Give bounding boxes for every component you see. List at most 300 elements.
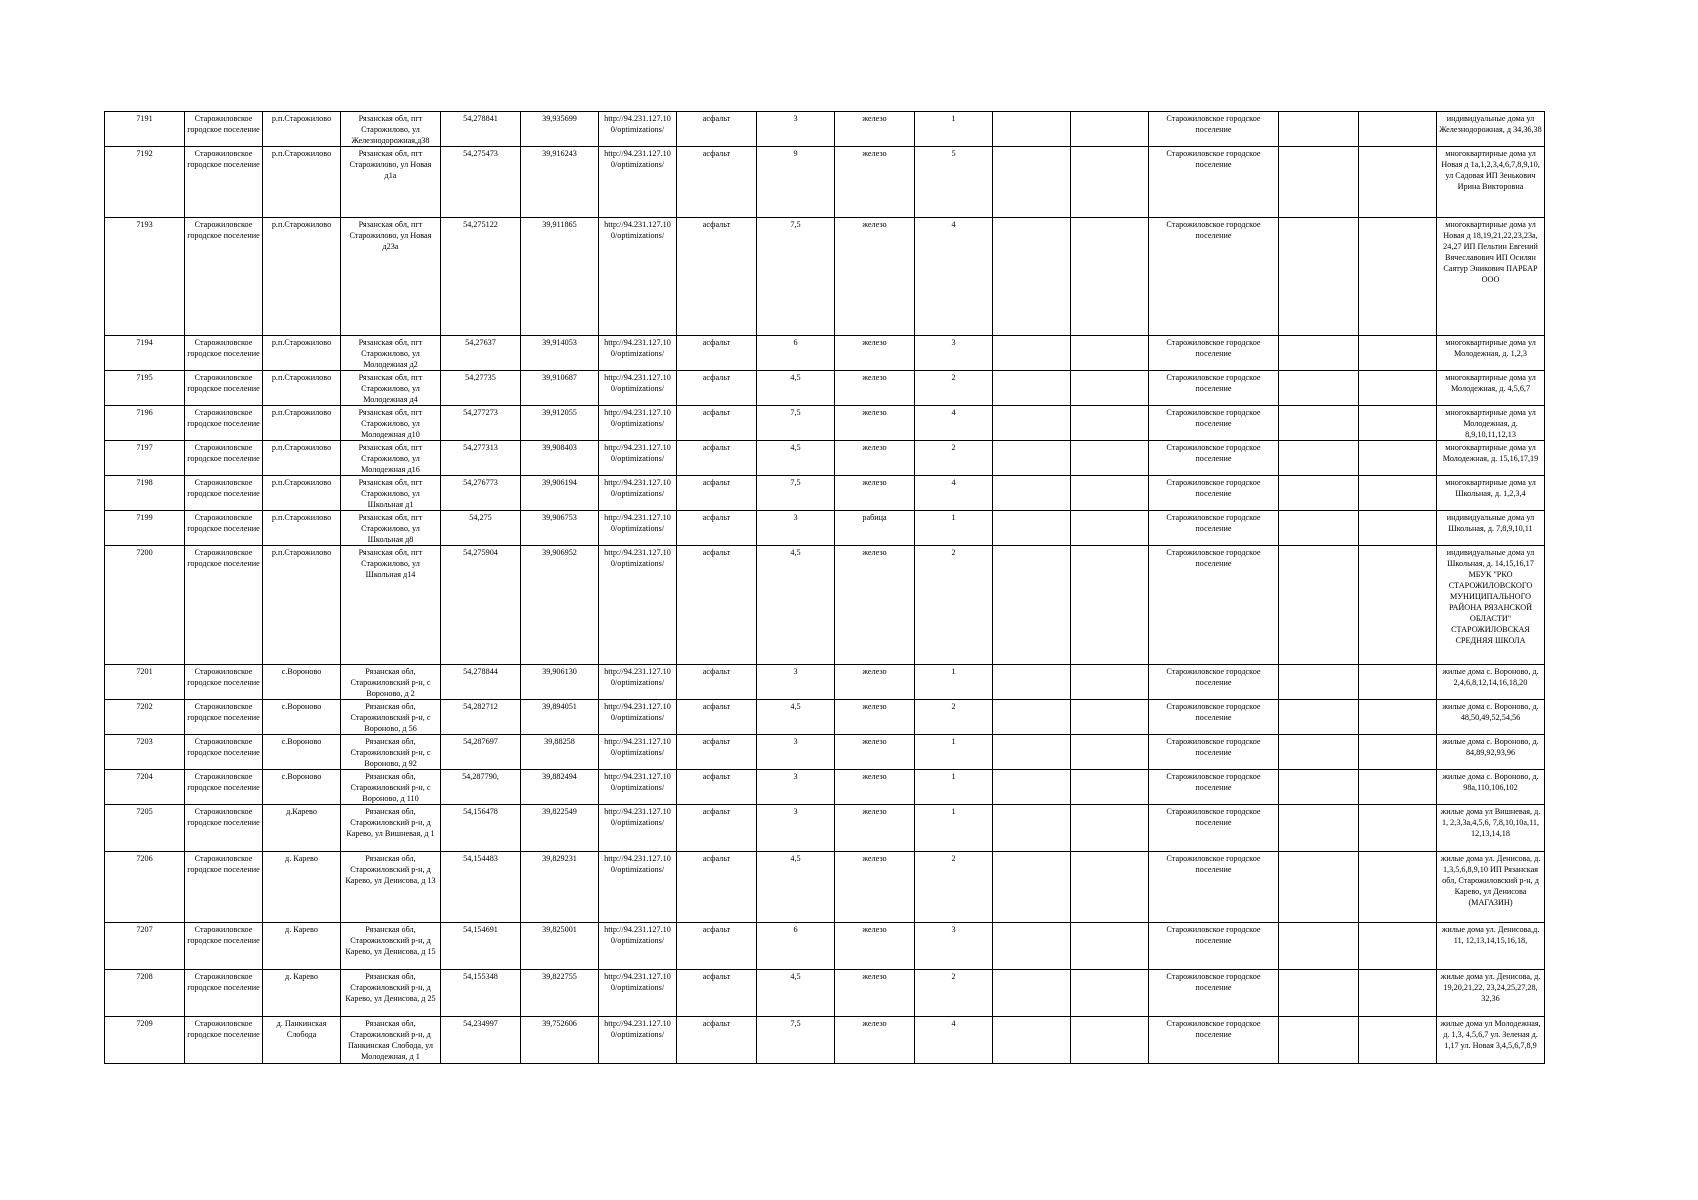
cell-empty xyxy=(993,112,1071,147)
cell-latitude: 54,277273 xyxy=(441,406,521,441)
cell-settlement: Старожиловское городское поселение xyxy=(185,218,263,336)
cell-address: Рязанская обл, пгт Старожилово, ул Школьная д14 xyxy=(341,546,441,665)
cell-number: 7207 xyxy=(105,923,185,970)
cell-served-objects: жилые дома с. Вороново, д. 98а,110,106,102 xyxy=(1437,770,1545,805)
cell-longitude: 39,829231 xyxy=(521,852,599,923)
cell-number: 7200 xyxy=(105,546,185,665)
cell-empty xyxy=(1071,805,1149,852)
cell-address: Рязанская обл, Старожиловский р-н, с Вороново, д 110 xyxy=(341,770,441,805)
cell-longitude: 39,882494 xyxy=(521,770,599,805)
cell-locality: с.Вороново xyxy=(263,735,341,770)
cell-url: http://94.231.127.10 0/optimizations/ xyxy=(599,970,677,1017)
cell-empty xyxy=(1071,923,1149,970)
cell-locality: р.п.Старожилово xyxy=(263,371,341,406)
cell-address: Рязанская обл, пгт Старожилово, ул Молодежная д10 xyxy=(341,406,441,441)
cell-url: http://94.231.127.10 0/optimizations/ xyxy=(599,546,677,665)
cell-empty xyxy=(1359,923,1437,970)
cell-number: 7195 xyxy=(105,371,185,406)
cell-number: 7191 xyxy=(105,112,185,147)
cell-longitude: 39,911865 xyxy=(521,218,599,336)
cell-empty xyxy=(993,476,1071,511)
cell-settlement: Старожиловское городское поселение xyxy=(185,923,263,970)
cell-settlement: Старожиловское городское поселение xyxy=(185,511,263,546)
cell-count: 2 xyxy=(915,970,993,1017)
cell-number: 7196 xyxy=(105,406,185,441)
cell-material: железо xyxy=(835,970,915,1017)
cell-area: 3 xyxy=(757,805,835,852)
cell-empty xyxy=(1279,700,1359,735)
cell-material: железо xyxy=(835,700,915,735)
cell-url: http://94.231.127.10 0/optimizations/ xyxy=(599,923,677,970)
cell-latitude: 54,287790, xyxy=(441,770,521,805)
cell-url: http://94.231.127.10 0/optimizations/ xyxy=(599,218,677,336)
cell-served-objects: многоквартирные дома ул Молодежная, д. 15,16,17,19 xyxy=(1437,441,1545,476)
cell-latitude: 54,155348 xyxy=(441,970,521,1017)
cell-longitude: 39,914053 xyxy=(521,336,599,371)
cell-number: 7206 xyxy=(105,852,185,923)
cell-settlement: Старожиловское городское поселение xyxy=(185,805,263,852)
cell-settlement: Старожиловское городское поселение xyxy=(185,770,263,805)
cell-empty xyxy=(1359,112,1437,147)
cell-surface: асфальт xyxy=(677,805,757,852)
cell-empty xyxy=(1071,336,1149,371)
cell-empty xyxy=(993,852,1071,923)
cell-latitude: 54,27735 xyxy=(441,371,521,406)
table-row xyxy=(105,441,1545,476)
cell-url: http://94.231.127.10 0/optimizations/ xyxy=(599,441,677,476)
cell-served-objects: жилые дома с. Вороново, д. 84,89,92,93,96 xyxy=(1437,735,1545,770)
cell-number: 7198 xyxy=(105,476,185,511)
cell-address: Рязанская обл, Старожиловский р-н, д Карево, ул Денисова, д 13 xyxy=(341,852,441,923)
cell-number: 7192 xyxy=(105,147,185,218)
cell-empty xyxy=(1359,700,1437,735)
cell-area: 4,5 xyxy=(757,546,835,665)
cell-number: 7199 xyxy=(105,511,185,546)
cell-empty xyxy=(1071,511,1149,546)
cell-url: http://94.231.127.10 0/optimizations/ xyxy=(599,112,677,147)
cell-empty xyxy=(1279,147,1359,218)
cell-empty xyxy=(1071,852,1149,923)
table-row xyxy=(105,970,1545,1017)
cell-locality: р.п.Старожилово xyxy=(263,406,341,441)
cell-count: 3 xyxy=(915,923,993,970)
cell-latitude: 54,276773 xyxy=(441,476,521,511)
cell-empty xyxy=(993,1017,1071,1064)
cell-latitude: 54,275122 xyxy=(441,218,521,336)
cell-surface: асфальт xyxy=(677,665,757,700)
cell-longitude: 39,88258 xyxy=(521,735,599,770)
cell-material: железо xyxy=(835,406,915,441)
cell-empty xyxy=(1359,735,1437,770)
cell-material: железо xyxy=(835,546,915,665)
cell-longitude: 39,906194 xyxy=(521,476,599,511)
cell-count: 1 xyxy=(915,665,993,700)
cell-longitude: 39,906130 xyxy=(521,665,599,700)
cell-longitude: 39,752606 xyxy=(521,1017,599,1064)
cell-latitude: 54,275 xyxy=(441,511,521,546)
cell-empty xyxy=(993,665,1071,700)
cell-empty xyxy=(1359,805,1437,852)
cell-surface: асфальт xyxy=(677,112,757,147)
cell-longitude: 39,935699 xyxy=(521,112,599,147)
cell-material: железо xyxy=(835,112,915,147)
cell-empty xyxy=(993,511,1071,546)
cell-empty xyxy=(1279,336,1359,371)
cell-address: Рязанская обл, Старожиловский р-н, д Панкинская Слобода, ул Молодежная, д 1 xyxy=(341,1017,441,1064)
cell-surface: асфальт xyxy=(677,735,757,770)
cell-material: железо xyxy=(835,770,915,805)
cell-served-objects: многоквартирные дома ул Молодежная, д. 1,2,3 xyxy=(1437,336,1545,371)
cell-area: 4,5 xyxy=(757,371,835,406)
cell-served-objects: жилые дома с. Вороново, д. 48,50,49,52,54,56 xyxy=(1437,700,1545,735)
cell-count: 4 xyxy=(915,1017,993,1064)
cell-locality: д. Карево xyxy=(263,852,341,923)
cell-owner: Старожиловское городское поселение xyxy=(1149,336,1279,371)
cell-url: http://94.231.127.10 0/optimizations/ xyxy=(599,336,677,371)
cell-empty xyxy=(1279,852,1359,923)
cell-surface: асфальт xyxy=(677,1017,757,1064)
cell-empty xyxy=(1071,546,1149,665)
cell-settlement: Старожиловское городское поселение xyxy=(185,476,263,511)
table-row xyxy=(105,1017,1545,1064)
cell-url: http://94.231.127.10 0/optimizations/ xyxy=(599,511,677,546)
cell-served-objects: индивидуальные дома ул Железнодорожная, д 34,36,38 xyxy=(1437,112,1545,147)
cell-settlement: Старожиловское городское поселение xyxy=(185,371,263,406)
cell-url: http://94.231.127.10 0/optimizations/ xyxy=(599,700,677,735)
cell-count: 2 xyxy=(915,852,993,923)
cell-owner: Старожиловское городское поселение xyxy=(1149,735,1279,770)
cell-served-objects: многоквартирные дома ул Молодежная, д. 4,5,6,7 xyxy=(1437,371,1545,406)
cell-number: 7205 xyxy=(105,805,185,852)
cell-empty xyxy=(1359,970,1437,1017)
cell-empty xyxy=(1359,476,1437,511)
cell-owner: Старожиловское городское поселение xyxy=(1149,147,1279,218)
cell-served-objects: жилые дома ул. Денисова, д. 19,20,21,22, 23,24,25,27,28, 32,36 xyxy=(1437,970,1545,1017)
cell-settlement: Старожиловское городское поселение xyxy=(185,147,263,218)
cell-owner: Старожиловское городское поселение xyxy=(1149,923,1279,970)
cell-empty xyxy=(1071,1017,1149,1064)
cell-count: 2 xyxy=(915,441,993,476)
cell-served-objects: жилые дома ул. Денисова,д. 11, 12,13,14,15,16,18, xyxy=(1437,923,1545,970)
cell-served-objects: жилые дома с. Вороново, д. 2,4,6,8,12,14,16,18,20 xyxy=(1437,665,1545,700)
cell-number: 7202 xyxy=(105,700,185,735)
cell-longitude: 39,908403 xyxy=(521,441,599,476)
cell-empty xyxy=(1359,371,1437,406)
cell-surface: асфальт xyxy=(677,700,757,735)
cell-area: 7,5 xyxy=(757,476,835,511)
table-row xyxy=(105,770,1545,805)
table-row xyxy=(105,406,1545,441)
cell-url: http://94.231.127.10 0/optimizations/ xyxy=(599,805,677,852)
cell-longitude: 39,825001 xyxy=(521,923,599,970)
cell-owner: Старожиловское городское поселение xyxy=(1149,112,1279,147)
cell-latitude: 54,156478 xyxy=(441,805,521,852)
table-row xyxy=(105,147,1545,218)
cell-surface: асфальт xyxy=(677,511,757,546)
cell-locality: с.Вороново xyxy=(263,770,341,805)
cell-longitude: 39,906952 xyxy=(521,546,599,665)
cell-url: http://94.231.127.10 0/optimizations/ xyxy=(599,1017,677,1064)
cell-empty xyxy=(993,700,1071,735)
cell-owner: Старожиловское городское поселение xyxy=(1149,218,1279,336)
cell-material: железо xyxy=(835,476,915,511)
cell-empty xyxy=(1071,218,1149,336)
cell-empty xyxy=(1359,218,1437,336)
cell-empty xyxy=(993,735,1071,770)
cell-surface: асфальт xyxy=(677,371,757,406)
cell-locality: д. Панкинская Слобода xyxy=(263,1017,341,1064)
cell-empty xyxy=(993,406,1071,441)
table-row xyxy=(105,546,1545,665)
cell-owner: Старожиловское городское поселение xyxy=(1149,852,1279,923)
cell-owner: Старожиловское городское поселение xyxy=(1149,511,1279,546)
table-row xyxy=(105,511,1545,546)
cell-surface: асфальт xyxy=(677,218,757,336)
cell-empty xyxy=(1279,805,1359,852)
cell-owner: Старожиловское городское поселение xyxy=(1149,805,1279,852)
cell-count: 1 xyxy=(915,805,993,852)
cell-owner: Старожиловское городское поселение xyxy=(1149,546,1279,665)
cell-count: 4 xyxy=(915,218,993,336)
cell-settlement: Старожиловское городское поселение xyxy=(185,441,263,476)
cell-count: 3 xyxy=(915,336,993,371)
cell-settlement: Старожиловское городское поселение xyxy=(185,735,263,770)
cell-count: 4 xyxy=(915,406,993,441)
cell-number: 7204 xyxy=(105,770,185,805)
cell-surface: асфальт xyxy=(677,406,757,441)
cell-settlement: Старожиловское городское поселение xyxy=(185,970,263,1017)
cell-address: Рязанская обл, Старожиловский р-н, д Карево, ул Денисова, д 25 xyxy=(341,970,441,1017)
cell-latitude: 54,278841 xyxy=(441,112,521,147)
cell-locality: д. Карево xyxy=(263,970,341,1017)
table-row xyxy=(105,112,1545,147)
cell-url: http://94.231.127.10 0/optimizations/ xyxy=(599,735,677,770)
cell-area: 9 xyxy=(757,147,835,218)
cell-empty xyxy=(1279,406,1359,441)
register-table xyxy=(104,111,1545,1064)
cell-address: Рязанская обл, пгт Старожилово, ул Школьная д8 xyxy=(341,511,441,546)
cell-empty xyxy=(993,218,1071,336)
cell-served-objects: индивидуальные дома ул Школьная, д. 14,15,16,17 МБУК "РКО СТАРОЖИЛОВСКОГО МУНИЦИПАЛЬНОГО РАЙОНА РЯЗАНСКОЙ ОБЛАСТИ" СТАРОЖИЛОВСКАЯ СРЕДНЯЯ ШКОЛА xyxy=(1437,546,1545,665)
cell-number: 7197 xyxy=(105,441,185,476)
cell-address: Рязанская обл, Старожиловский р-н, с Вороново, д 92 xyxy=(341,735,441,770)
cell-address: Рязанская обл, пгт Старожилово, ул Молодежная д4 xyxy=(341,371,441,406)
cell-latitude: 54,282712 xyxy=(441,700,521,735)
cell-latitude: 54,154483 xyxy=(441,852,521,923)
cell-area: 4,5 xyxy=(757,441,835,476)
cell-locality: р.п.Старожилово xyxy=(263,218,341,336)
cell-empty xyxy=(1279,735,1359,770)
table-row xyxy=(105,336,1545,371)
cell-locality: р.п.Старожилово xyxy=(263,546,341,665)
cell-address: Рязанская обл, пгт Старожилово, ул Молодежная д16 xyxy=(341,441,441,476)
table-row xyxy=(105,665,1545,700)
cell-owner: Старожиловское городское поселение xyxy=(1149,441,1279,476)
cell-address: Рязанская обл, пгт Старожилово, ул Новая д23а xyxy=(341,218,441,336)
cell-area: 4,5 xyxy=(757,700,835,735)
cell-empty xyxy=(993,970,1071,1017)
cell-served-objects: жилые дома ул Вишневая, д. 1, 2,3,3а,4,5,6, 7,8,10,10а,11, 12,13,14,18 xyxy=(1437,805,1545,852)
cell-url: http://94.231.127.10 0/optimizations/ xyxy=(599,665,677,700)
cell-address: Рязанская обл, пгт Старожилово, ул Железнодорожная,д38 xyxy=(341,112,441,147)
cell-empty xyxy=(1071,441,1149,476)
cell-count: 1 xyxy=(915,735,993,770)
cell-url: http://94.231.127.10 0/optimizations/ xyxy=(599,476,677,511)
cell-empty xyxy=(1279,546,1359,665)
cell-count: 2 xyxy=(915,371,993,406)
cell-surface: асфальт xyxy=(677,546,757,665)
cell-material: железо xyxy=(835,665,915,700)
cell-address: Рязанская обл, Старожиловский р-н, д Карево, ул Денисова, д 15 xyxy=(341,923,441,970)
cell-area: 3 xyxy=(757,511,835,546)
cell-longitude: 39,822549 xyxy=(521,805,599,852)
cell-owner: Старожиловское городское поселение xyxy=(1149,1017,1279,1064)
cell-settlement: Старожиловское городское поселение xyxy=(185,1017,263,1064)
cell-locality: р.п.Старожилово xyxy=(263,147,341,218)
cell-empty xyxy=(993,336,1071,371)
cell-empty xyxy=(1279,441,1359,476)
table-row xyxy=(105,805,1545,852)
cell-number: 7193 xyxy=(105,218,185,336)
cell-empty xyxy=(1071,476,1149,511)
cell-address: Рязанская обл, Старожиловский р-н, с Вороново, д 56 xyxy=(341,700,441,735)
cell-empty xyxy=(1359,147,1437,218)
cell-empty xyxy=(1359,546,1437,665)
cell-served-objects: многоквартирные дома ул Школьная, д. 1,2,3,4 xyxy=(1437,476,1545,511)
cell-served-objects: жилые дома ул. Денисова, д. 1,3,5,6,8,9,10 ИП Рязанская обл, Старожиловский р-н, д Карево, ул Денисова (МАГАЗИН) xyxy=(1437,852,1545,923)
cell-surface: асфальт xyxy=(677,336,757,371)
table-row xyxy=(105,218,1545,336)
cell-empty xyxy=(1359,336,1437,371)
cell-area: 3 xyxy=(757,112,835,147)
cell-empty xyxy=(1279,923,1359,970)
cell-owner: Старожиловское городское поселение xyxy=(1149,406,1279,441)
cell-locality: р.п.Старожилово xyxy=(263,511,341,546)
cell-empty xyxy=(1359,511,1437,546)
cell-empty xyxy=(1359,665,1437,700)
cell-address: Рязанская обл, пгт Старожилово, ул Молодежная д2 xyxy=(341,336,441,371)
cell-owner: Старожиловское городское поселение xyxy=(1149,700,1279,735)
cell-address: Рязанская обл, пгт Старожилово, ул Новая д1а xyxy=(341,147,441,218)
cell-area: 7,5 xyxy=(757,218,835,336)
cell-area: 4,5 xyxy=(757,970,835,1017)
cell-latitude: 54,154691 xyxy=(441,923,521,970)
cell-area: 7,5 xyxy=(757,406,835,441)
cell-latitude: 54,234997 xyxy=(441,1017,521,1064)
cell-settlement: Старожиловское городское поселение xyxy=(185,700,263,735)
cell-empty xyxy=(1071,770,1149,805)
cell-material: железо xyxy=(835,371,915,406)
cell-owner: Старожиловское городское поселение xyxy=(1149,770,1279,805)
cell-latitude: 54,275473 xyxy=(441,147,521,218)
cell-empty xyxy=(1279,1017,1359,1064)
table-row xyxy=(105,735,1545,770)
cell-empty xyxy=(993,371,1071,406)
cell-count: 1 xyxy=(915,770,993,805)
cell-empty xyxy=(1359,1017,1437,1064)
cell-address: Рязанская обл, Старожиловский р-н, с Вороново, д 2 xyxy=(341,665,441,700)
cell-empty xyxy=(1279,970,1359,1017)
register-table-body xyxy=(105,112,1545,1064)
table-row xyxy=(105,700,1545,735)
cell-material: рабица xyxy=(835,511,915,546)
cell-served-objects: индивидуальные дома ул Школьная, д. 7,8,9,10,11 xyxy=(1437,511,1545,546)
cell-longitude: 39,916243 xyxy=(521,147,599,218)
cell-url: http://94.231.127.10 0/optimizations/ xyxy=(599,852,677,923)
cell-settlement: Старожиловское городское поселение xyxy=(185,546,263,665)
cell-empty xyxy=(1279,371,1359,406)
cell-longitude: 39,906753 xyxy=(521,511,599,546)
cell-owner: Старожиловское городское поселение xyxy=(1149,476,1279,511)
cell-area: 3 xyxy=(757,770,835,805)
cell-surface: асфальт xyxy=(677,970,757,1017)
cell-latitude: 54,287697 xyxy=(441,735,521,770)
cell-empty xyxy=(1071,112,1149,147)
cell-surface: асфальт xyxy=(677,852,757,923)
cell-longitude: 39,894051 xyxy=(521,700,599,735)
cell-area: 4,5 xyxy=(757,852,835,923)
cell-empty xyxy=(993,441,1071,476)
cell-area: 3 xyxy=(757,665,835,700)
cell-locality: д. Карево xyxy=(263,923,341,970)
cell-url: http://94.231.127.10 0/optimizations/ xyxy=(599,371,677,406)
cell-locality: с.Вороново xyxy=(263,665,341,700)
cell-area: 3 xyxy=(757,735,835,770)
cell-longitude: 39,822755 xyxy=(521,970,599,1017)
cell-surface: асфальт xyxy=(677,923,757,970)
cell-material: железо xyxy=(835,1017,915,1064)
cell-locality: д.Карево xyxy=(263,805,341,852)
cell-empty xyxy=(1071,700,1149,735)
cell-empty xyxy=(993,770,1071,805)
cell-empty xyxy=(993,147,1071,218)
cell-empty xyxy=(1359,406,1437,441)
cell-number: 7203 xyxy=(105,735,185,770)
cell-settlement: Старожиловское городское поселение xyxy=(185,112,263,147)
cell-material: железо xyxy=(835,805,915,852)
cell-empty xyxy=(1279,770,1359,805)
cell-area: 6 xyxy=(757,923,835,970)
cell-owner: Старожиловское городское поселение xyxy=(1149,665,1279,700)
cell-empty xyxy=(1359,852,1437,923)
cell-locality: р.п.Старожилово xyxy=(263,476,341,511)
cell-count: 1 xyxy=(915,511,993,546)
cell-number: 7201 xyxy=(105,665,185,700)
cell-material: железо xyxy=(835,218,915,336)
cell-served-objects: жилые дома ул Молодежная, д. 1,3, 4,5,6,7 ул. Зеленая д. 1,17 ул. Новая 3,4,5,6,7,8,9 xyxy=(1437,1017,1545,1064)
cell-empty xyxy=(1359,770,1437,805)
cell-count: 4 xyxy=(915,476,993,511)
cell-material: железо xyxy=(835,852,915,923)
table-row xyxy=(105,476,1545,511)
cell-settlement: Старожиловское городское поселение xyxy=(185,665,263,700)
cell-address: Рязанская обл, пгт Старожилово, ул Школьная д1 xyxy=(341,476,441,511)
cell-material: железо xyxy=(835,441,915,476)
cell-settlement: Старожиловское городское поселение xyxy=(185,852,263,923)
cell-served-objects: многоквартирные дома ул Новая д 18,19,21,22,23,23а, 24,27 ИП Пельтин Евгений Вячеславович ИП Осилян Саятур Эникович ПАРБАР ООО xyxy=(1437,218,1545,336)
cell-latitude: 54,277313 xyxy=(441,441,521,476)
cell-number: 7194 xyxy=(105,336,185,371)
cell-empty xyxy=(1279,665,1359,700)
cell-empty xyxy=(993,923,1071,970)
cell-empty xyxy=(1359,441,1437,476)
cell-empty xyxy=(1071,147,1149,218)
cell-count: 2 xyxy=(915,700,993,735)
cell-surface: асфальт xyxy=(677,476,757,511)
cell-owner: Старожиловское городское поселение xyxy=(1149,970,1279,1017)
cell-latitude: 54,275904 xyxy=(441,546,521,665)
cell-empty xyxy=(1279,112,1359,147)
